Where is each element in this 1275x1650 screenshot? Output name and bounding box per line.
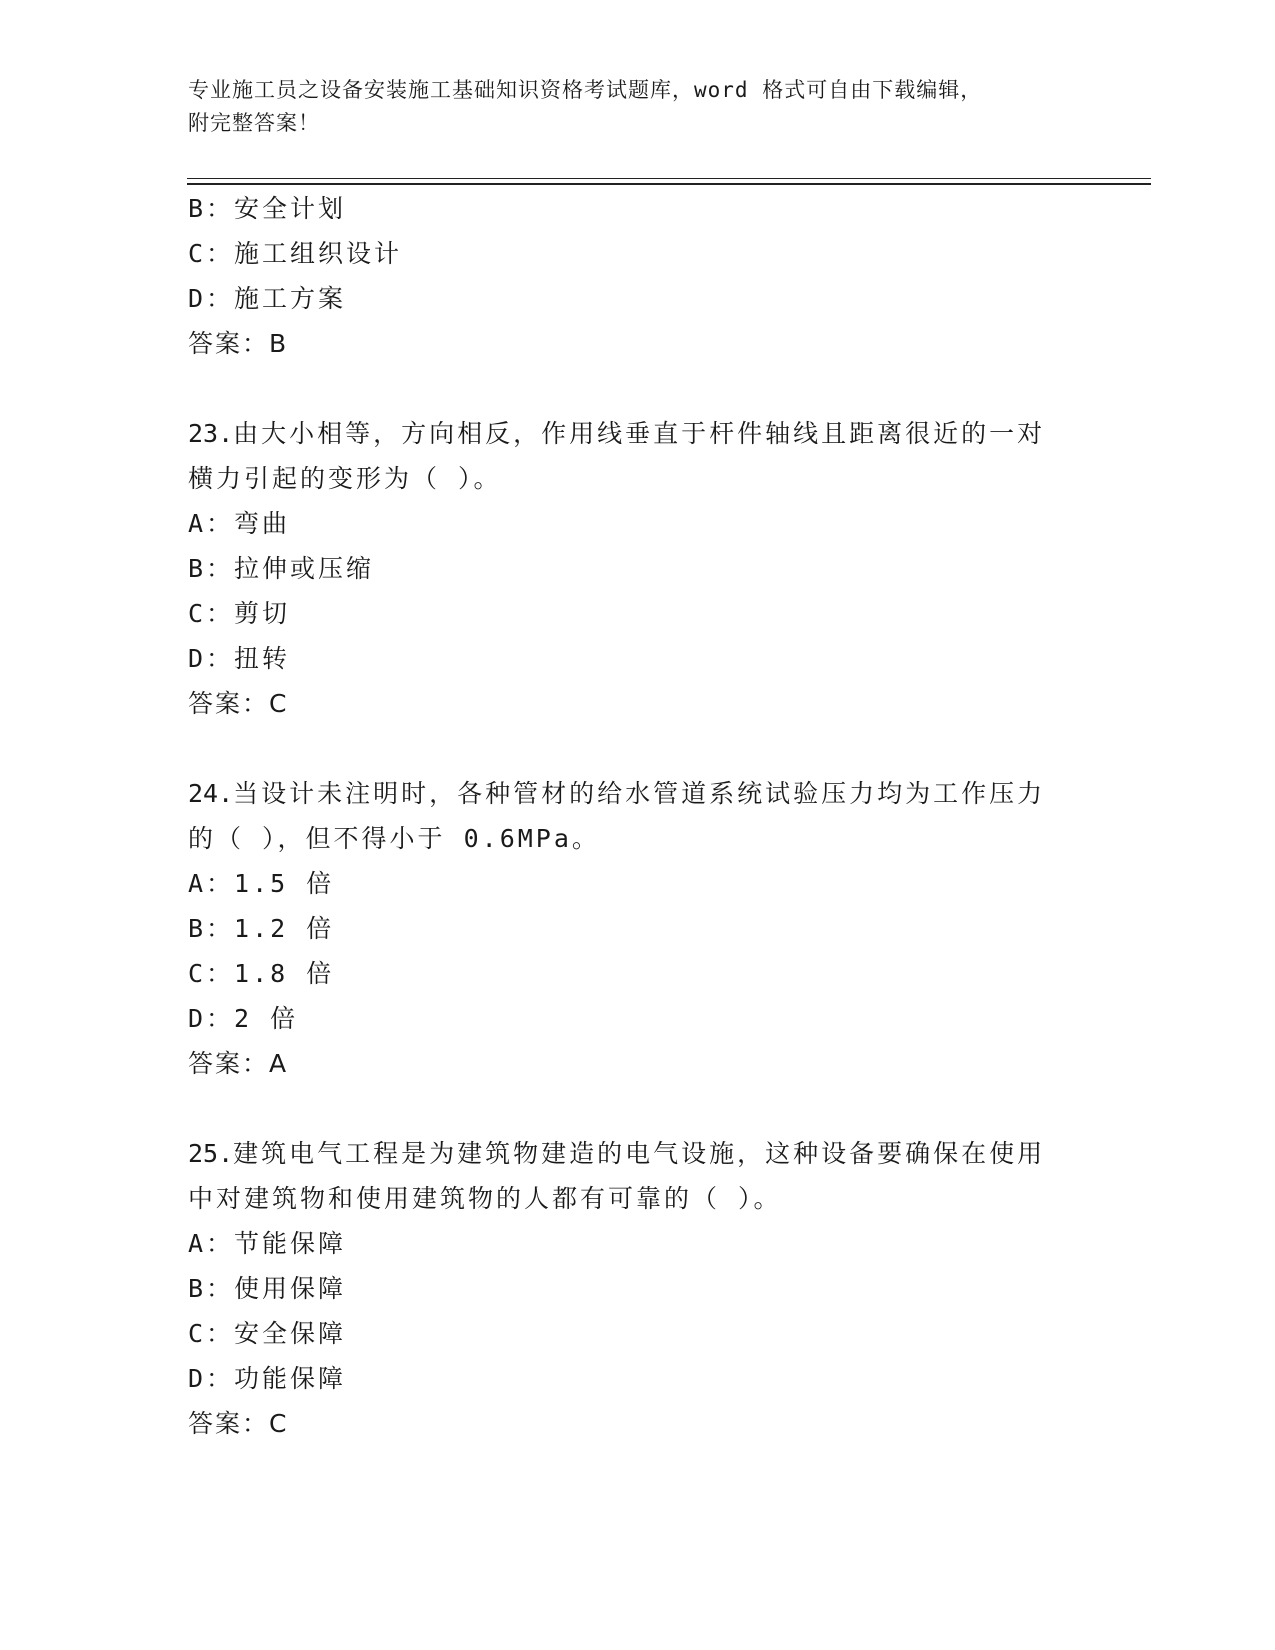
option-b: B：安全计划: [188, 194, 347, 223]
answer: 答案：C: [188, 1409, 289, 1438]
header-line-2: 附完整答案！: [188, 111, 320, 135]
question-stem-line-2: 的（ ），但不得小于 0.6MPa。: [188, 824, 600, 853]
header-line-1: 专业施工员之设备安装施工基础知识资格考试题库，word 格式可自由下载编辑，: [188, 78, 983, 102]
option-c: C：剪切: [188, 599, 291, 628]
option-d: D：功能保障: [188, 1364, 347, 1393]
option-b: B：使用保障: [188, 1274, 347, 1303]
option-a: A：弯曲: [188, 509, 291, 538]
question-number: 23.: [188, 419, 234, 448]
answer: 答案：B: [188, 329, 289, 358]
question-stem-line-1: 24.当设计未注明时，各种管材的给水管道系统试验压力均为工作压力: [188, 779, 1046, 808]
option-d: D：施工方案: [188, 284, 347, 313]
option-c: C：安全保障: [188, 1319, 347, 1348]
header-divider-thick: [187, 183, 1151, 185]
question-stem-line-2: 中对建筑物和使用建筑物的人都有可靠的（ ）。: [188, 1184, 782, 1213]
option-d: D：扭转: [188, 644, 291, 673]
question-stem-line-1: 25.建筑电气工程是为建筑物建造的电气设施，这种设备要确保在使用: [188, 1139, 1046, 1168]
answer: 答案：C: [188, 689, 289, 718]
option-c: C：施工组织设计: [188, 239, 403, 268]
option-b: B：拉伸或压缩: [188, 554, 375, 583]
option-d: D：2 倍: [188, 1004, 299, 1033]
question-stem-line-1: 23.由大小相等，方向相反，作用线垂直于杆件轴线且距离很近的一对: [188, 419, 1046, 448]
option-a: A：节能保障: [188, 1229, 347, 1258]
question-stem-line-2: 横力引起的变形为（ ）。: [188, 464, 502, 493]
answer: 答案：A: [188, 1049, 289, 1078]
document-header: [188, 74, 1088, 140]
question-number: 25.: [188, 1139, 234, 1168]
question-number: 24.: [188, 779, 234, 808]
option-a: A：1.5 倍: [188, 869, 335, 898]
header-divider-thin: [187, 178, 1151, 179]
option-b: B：1.2 倍: [188, 914, 335, 943]
option-c: C：1.8 倍: [188, 959, 335, 988]
